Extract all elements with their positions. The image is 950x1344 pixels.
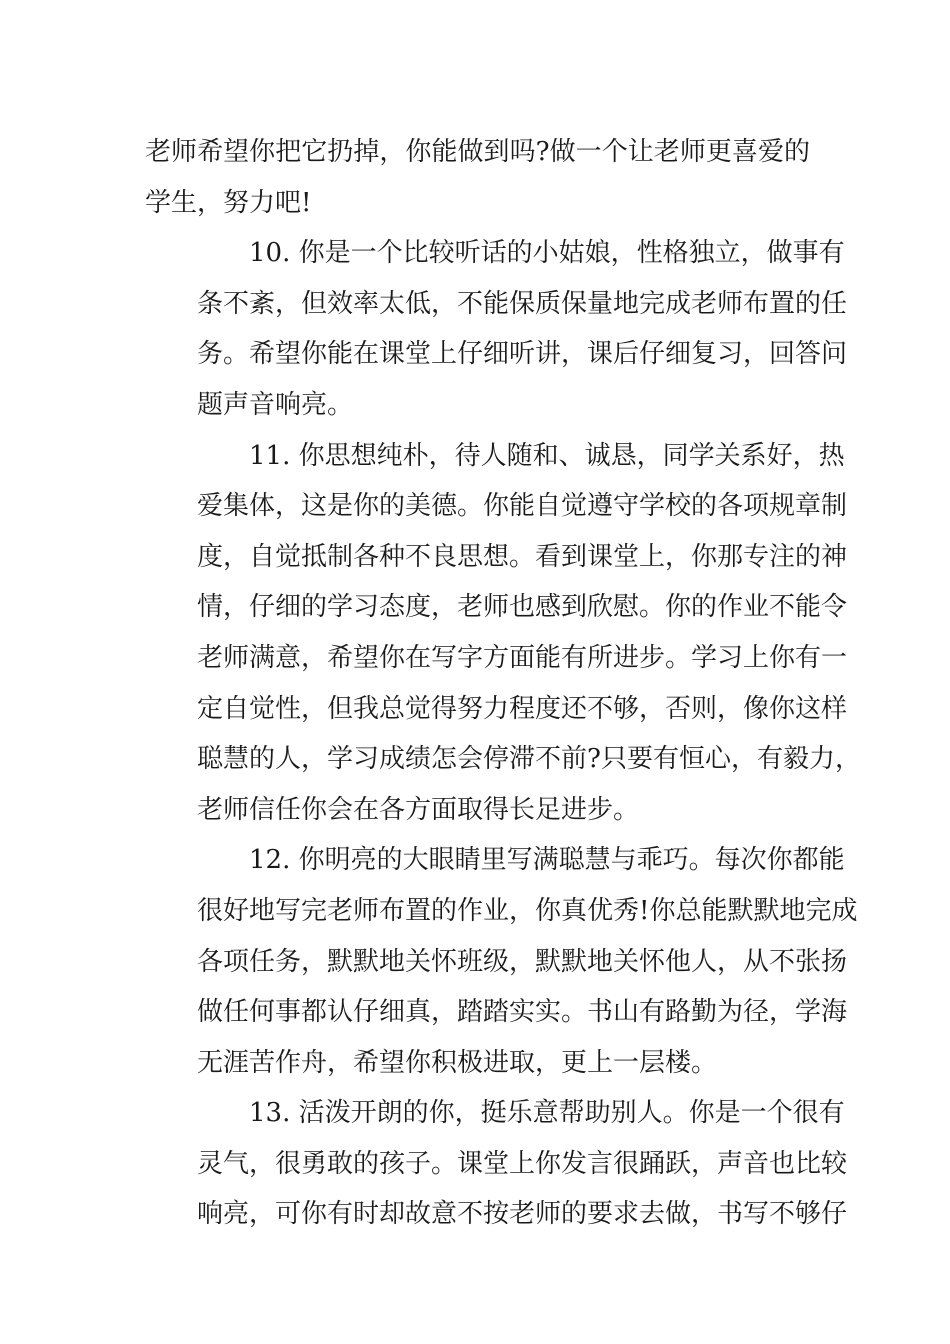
- text-line: 度，自觉抵制各种不良思想。看到课堂上，你那专注的神: [197, 541, 848, 572]
- text-line: 老师信任你会在各方面取得长足进步。: [197, 794, 640, 825]
- paragraph-continued: [145, 127, 810, 228]
- text-line: 情，仔细的学习态度，老师也感到欣慰。你的作业不能令: [197, 592, 848, 623]
- text-line: 定自觉性，但我总觉得努力程度还不够，否则，像你这样: [197, 693, 848, 724]
- text-line: 务。希望你能在课堂上仔细听讲，课后仔细复习，回答问: [197, 339, 848, 370]
- text-line: 响亮，可你有时却故意不按老师的要求去做，书写不够仔: [197, 1199, 848, 1230]
- paragraph-10: [145, 228, 848, 430]
- text-line: 条不紊，但效率太低，不能保质保量地完成老师布置的任: [197, 288, 848, 319]
- text-line: 11. 你思想纯朴，待人随和、诚恳，同学关系好，热: [249, 440, 845, 471]
- text-line: 爱集体，这是你的美德。你能自觉遵守学校的各项规章制: [197, 491, 848, 522]
- text-line: 聪慧的人，学习成绩怎会停滞不前?只要有恒心，有毅力，: [197, 744, 861, 775]
- text-line: 灵气，很勇敢的孩子。课堂上你发言很踊跃，声音也比较: [197, 1148, 848, 1179]
- paragraph-12: [145, 835, 858, 1088]
- text-line: 学生，努力吧!: [145, 187, 312, 218]
- text-line: 老师满意，希望你在写字方面能有所进步。学习上你有一: [197, 642, 848, 673]
- text-line: 很好地写完老师布置的作业，你真优秀!你总能默默地完成: [197, 895, 858, 926]
- text-line: 各项任务，默默地关怀班级，默默地关怀他人，从不张扬: [197, 946, 848, 977]
- text-line: 10. 你是一个比较听话的小姑娘，性格独立，做事有: [249, 238, 845, 269]
- paragraph-13: [145, 1088, 848, 1240]
- text-line: 老师希望你把它扔掉，你能做到吗?做一个让老师更喜爱的: [145, 137, 810, 167]
- text-line: 题声音响亮。: [197, 389, 354, 420]
- document-body: [145, 127, 861, 1240]
- paragraph-11: [145, 431, 861, 836]
- text-line: 13. 活泼开朗的你，挺乐意帮助别人。你是一个很有: [249, 1098, 845, 1129]
- text-line: 做任何事都认仔细真，踏踏实实。书山有路勤为径，学海: [197, 997, 848, 1028]
- text-line: 12. 你明亮的大眼睛里写满聪慧与乖巧。每次你都能: [249, 845, 845, 876]
- text-line: 无涯苦作舟，希望你积极进取，更上一层楼。: [197, 1047, 718, 1078]
